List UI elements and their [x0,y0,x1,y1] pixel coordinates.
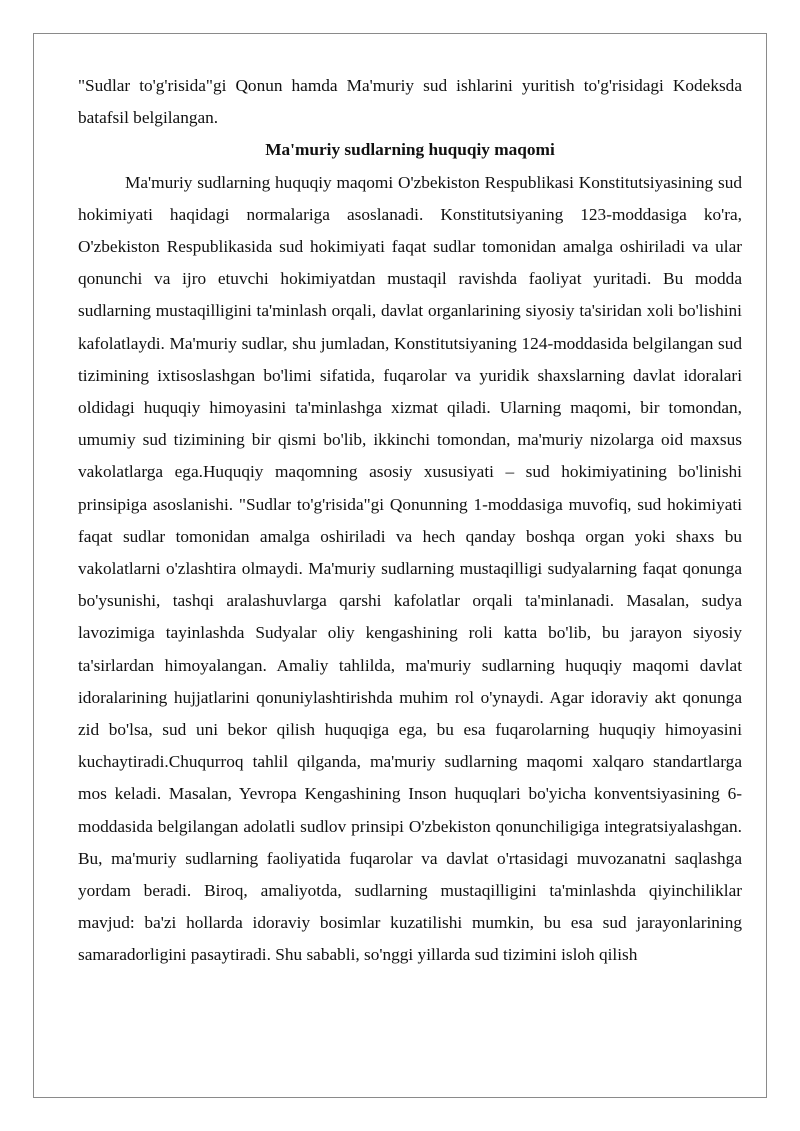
intro-paragraph: "Sudlar to'g'risida"gi Qonun hamda Ma'muriy sud ishlarini yuritish to'g'risidagi Kodeksda batafsil belgilangan. [78,76,742,128]
document-body [78,70,742,972]
section-heading: Ma'muriy sudlarning huquqiy maqomi [265,140,555,160]
body-paragraph: Ma'muriy sudlarning huquqiy maqomi O'zbekiston Respublikasi Konstitutsiyasining sud hokimiyati haqidagi normalariga asoslanadi. Konstitutsiyaning 123-moddasiga ko'ra, O'zbekiston Respublikasida sud hokimiyati faqat sudlar tomonidan amalga oshiriladi va ular qonunchi va ijro etuvchi hokimiyatdan mustaqil ravishda faoliyat yuritadi. Bu modda sudlarning mustaqilligini ta'minlash orqali, davlat organlarining siyosiy ta'siridan xoli bo'lishini kafolatlaydi. Ma'muriy sudlar, shu jumladan, Konstitutsiyaning 124-moddasida belgilangan sud tizimining ixtisoslashgan bo'limi sifatida, fuqarolar va yuridik shaxslarning davlat idoralari oldidagi huquqiy himoyasini ta'minlashga xizmat qiladi. Ularning maqomi, bir tomondan, umumiy sud tizimining bir qismi bo'lib, ikkinchi tomondan, ma'muriy nizolarga oid maxsus vakolatlarga ega.Huquqiy maqomning asosiy xususiyati – sud hokimiyatining bo'linishi prinsipiga asoslanishi. "Sudlar to'g'risida"gi Qonunning 1-moddasiga muvofiq, sud hokimiyati faqat sudlar tomonidan amalga oshiriladi va hech qanday boshqa organ yoki shaxs bu vakolatlarni o'zlashtira olmaydi. Ma'muriy sudlarning mustaqilligi sudyalarning faqat qonunga bo'ysunishi, tashqi aralashuvlarga qarshi kafolatlar orqali ta'minlanadi. Masalan, sudya lavozimiga tayinlashda Sudyalar oliy kengashining roli katta bo'lib, bu jarayon siyosiy ta'sirlardan himoyalangan. Amaliy tahlilda, ma'muriy sudlarning huquqiy maqomi davlat idoralarining hujjatlarini qonuniylashtirishda muhim rol o'ynaydi. Agar idoraviy akt qonunga zid bo'lsa, sud uni bekor qilish huquqiga ega, bu esa fuqarolarning huquqiy himoyasini kuchaytiradi.Chuqurroq tahlil qilganda, ma'muriy sudlarning maqomi xalqaro standartlarga mos keladi. Masalan, Yevropa Kengashining Inson huquqlari bo'yicha konventsiyasining 6-moddasida belgilangan adolatli sudlov prinsipi O'zbekiston qonunchiligiga integratsiyalashgan. Bu, ma'muriy sudlarning faoliyatida fuqarolar va davlat o'rtasidagi muvozanatni saqlashga yordam beradi. Biroq, amaliyotda, sudlarning mustaqilligini ta'minlashda qiyinchiliklar mavjud: ba'zi hollarda idoraviy bosimlar kuzatilishi mumkin, bu esa sud jarayonlarining samaradorligini pasaytiradi. Shu sababli, so'nggi yillarda sud tizimini isloh qilish [78,172,742,965]
